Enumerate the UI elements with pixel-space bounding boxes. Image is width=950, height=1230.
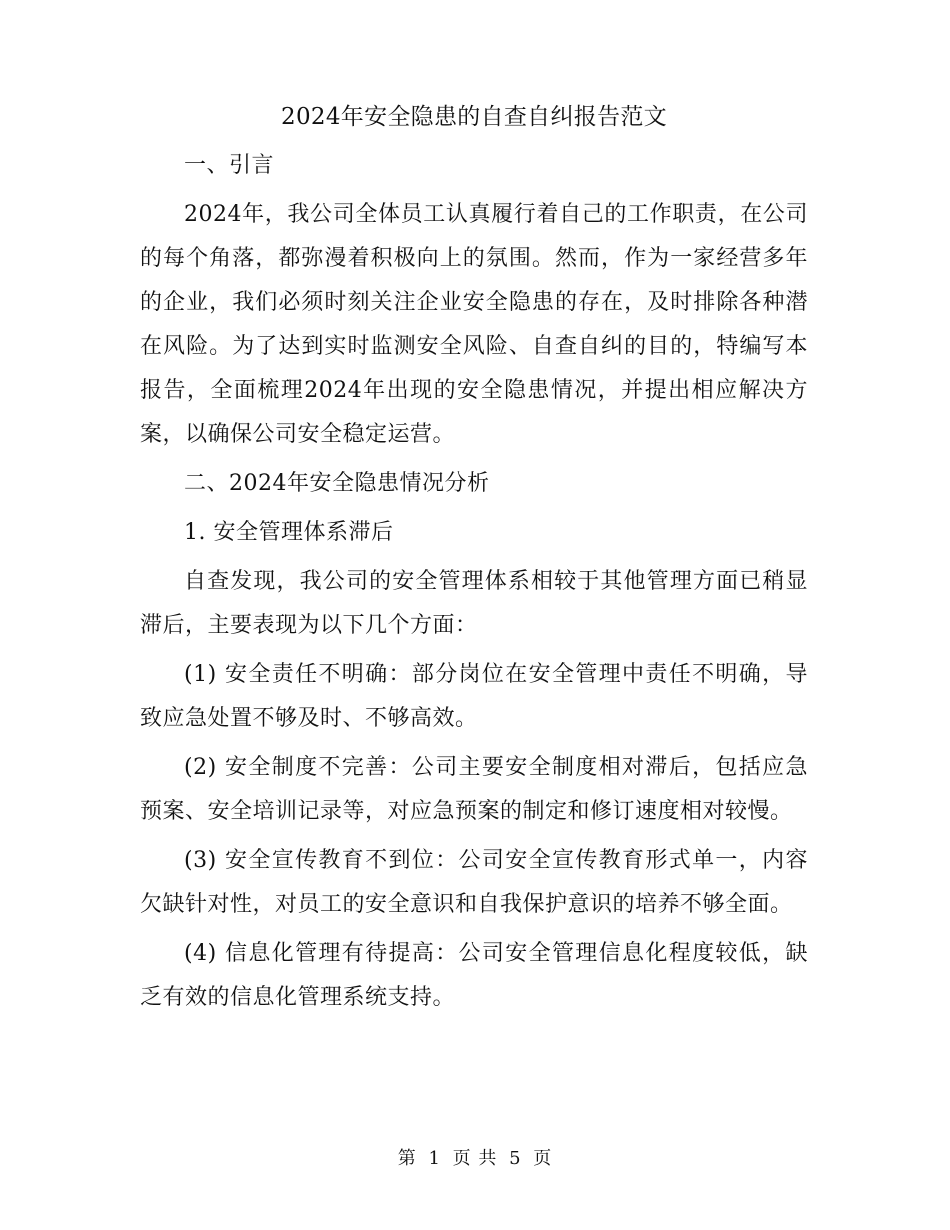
section-heading-analysis: 二、2024年安全隐患情况分析 — [184, 471, 490, 496]
total-pages-number: 5 — [509, 1148, 522, 1169]
list-item-responsibility: (1) 安全责任不明确：部分岗位在安全管理中责任不明确，导致应急处置不够及时、不够高效。 — [140, 662, 808, 731]
document-title: 2024年安全隐患的自查自纠报告范文 — [281, 104, 667, 130]
paragraph-introduction: 2024年，我公司全体员工认真履行着自己的工作职责，在公司的每个角落，都弥漫着积极向上的氛围。然而，作为一家经营多年的企业，我们必须时刻关注企业安全隐患的存在，及时排除各种潜在风险。为了达到实时监测安全风险、自查自纠的目的，特编写本报告，全面梳理2024年出现的安全隐患情况，并提出相应解决方案，以确保公司安全稳定运营。 — [140, 202, 808, 447]
paragraph-self-check-findings: 自查发现，我公司的安全管理体系相较于其他管理方面已稍显滞后，主要表现为以下几个方面： — [140, 569, 808, 638]
list-item-informatization: (4) 信息化管理有待提高：公司安全管理信息化程度较低，缺乏有效的信息化管理系统支持。 — [140, 941, 808, 1010]
list-item-education: (3) 安全宣传教育不到位：公司安全宣传教育形式单一，内容欠缺针对性，对员工的安全意识和自我保护意识的培养不够全面。 — [140, 848, 808, 917]
list-item-regulations: (2) 安全制度不完善：公司主要安全制度相对滞后，包括应急预案、安全培训记录等，对应急预案的制定和修订速度相对较慢。 — [140, 755, 808, 824]
footer-suffix: 页 — [533, 1148, 553, 1169]
page-footer — [0, 1146, 950, 1172]
footer-middle: 页 共 — [452, 1148, 498, 1169]
footer-prefix: 第 — [397, 1148, 417, 1169]
subsection-heading-management-system: 1. 安全管理体系滞后 — [184, 520, 394, 545]
document-body — [140, 100, 808, 1025]
current-page-number: 1 — [428, 1148, 441, 1169]
section-heading-introduction: 一、引言 — [184, 153, 275, 178]
